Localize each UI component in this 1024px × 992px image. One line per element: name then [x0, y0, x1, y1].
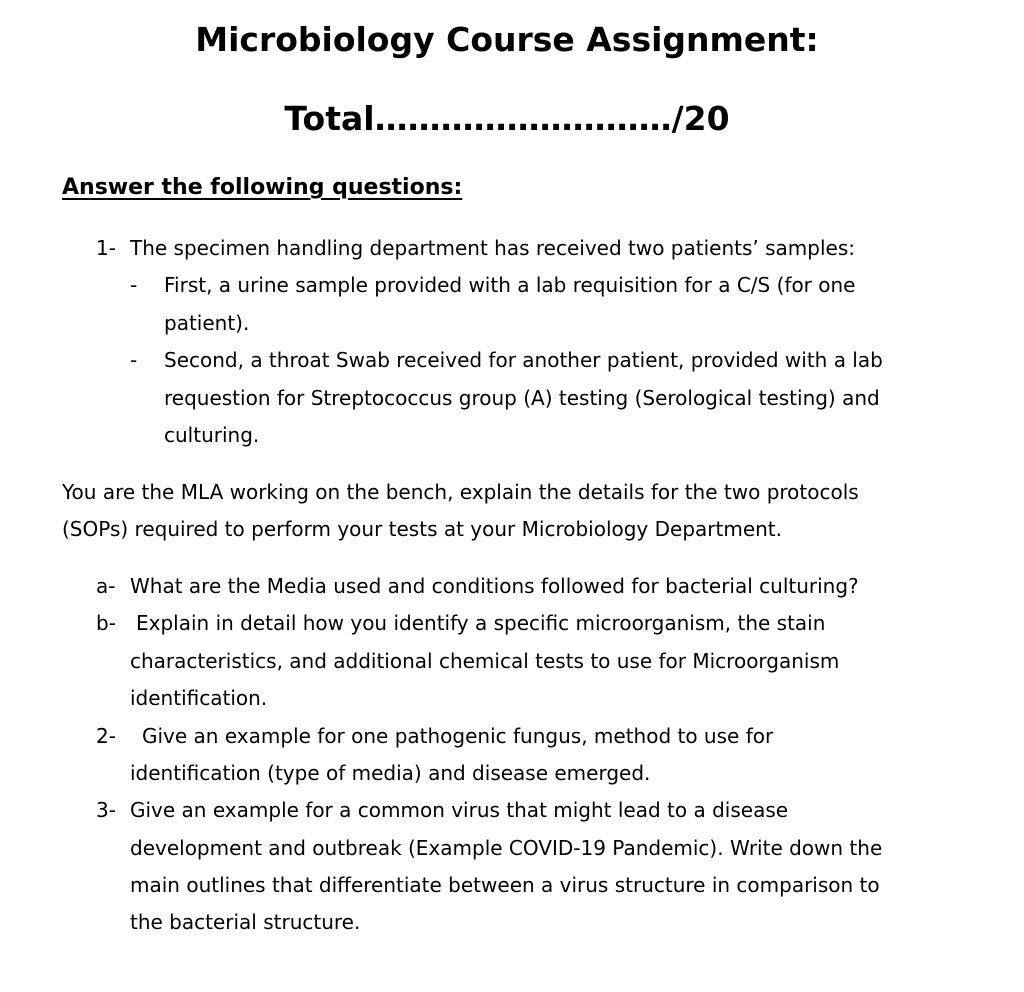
- question-2-line: Give an example for one pathogenic fungus, method to use for: [142, 724, 774, 748]
- question-3-line: Give an example for a common virus that might lead to a disease: [130, 798, 789, 822]
- question-3-line: the bacterial structure.: [130, 910, 361, 934]
- question-3-line: main outlines that differentiate between a virus structure in comparison to: [130, 873, 880, 897]
- question-1-text: The specimen handling department has received two patients’ samples:: [130, 236, 855, 260]
- sub-question-b-line: identification.: [130, 686, 268, 710]
- sub-question-a-marker: a-: [96, 574, 116, 598]
- question-2-number: 2-: [96, 724, 116, 748]
- question-1-number: 1-: [96, 236, 116, 260]
- scenario-line: (SOPs) required to perform your tests at your Microbiology Department.: [62, 517, 783, 541]
- bullet-text-line: Second, a throat Swab received for another patient, provided with a lab: [164, 348, 883, 372]
- sub-question-b-line: Explain in detail how you identify a specific microorganism, the stain: [136, 611, 826, 635]
- sub-question-b-marker: b-: [96, 611, 116, 635]
- bullet-text-line: requestion for Streptococcus group (A) testing (Serological testing) and: [164, 386, 880, 410]
- sub-question-b-line: characteristics, and additional chemical tests to use for Microorganism: [130, 649, 840, 673]
- total-score-line: Total………………………/20: [284, 99, 730, 138]
- bullet-text-line: culturing.: [164, 423, 260, 447]
- instructions-heading: Answer the following questions:: [62, 175, 463, 200]
- bullet-text-line: patient).: [164, 311, 250, 335]
- scenario-line: You are the MLA working on the bench, explain the details for the two protocols: [62, 480, 859, 504]
- bullet-marker: -: [130, 348, 138, 372]
- bullet-marker: -: [130, 273, 138, 297]
- question-2-line: identification (type of media) and disease emerged.: [130, 761, 651, 785]
- question-3-number: 3-: [96, 798, 116, 822]
- question-3-line: development and outbreak (Example COVID-19 Pandemic). Write down the: [130, 836, 883, 860]
- bullet-text-line: First, a urine sample provided with a lab requisition for a C/S (for one: [164, 273, 856, 297]
- page-title: Microbiology Course Assignment:: [195, 20, 819, 59]
- sub-question-a-text: What are the Media used and conditions followed for bacterial culturing?: [130, 574, 859, 598]
